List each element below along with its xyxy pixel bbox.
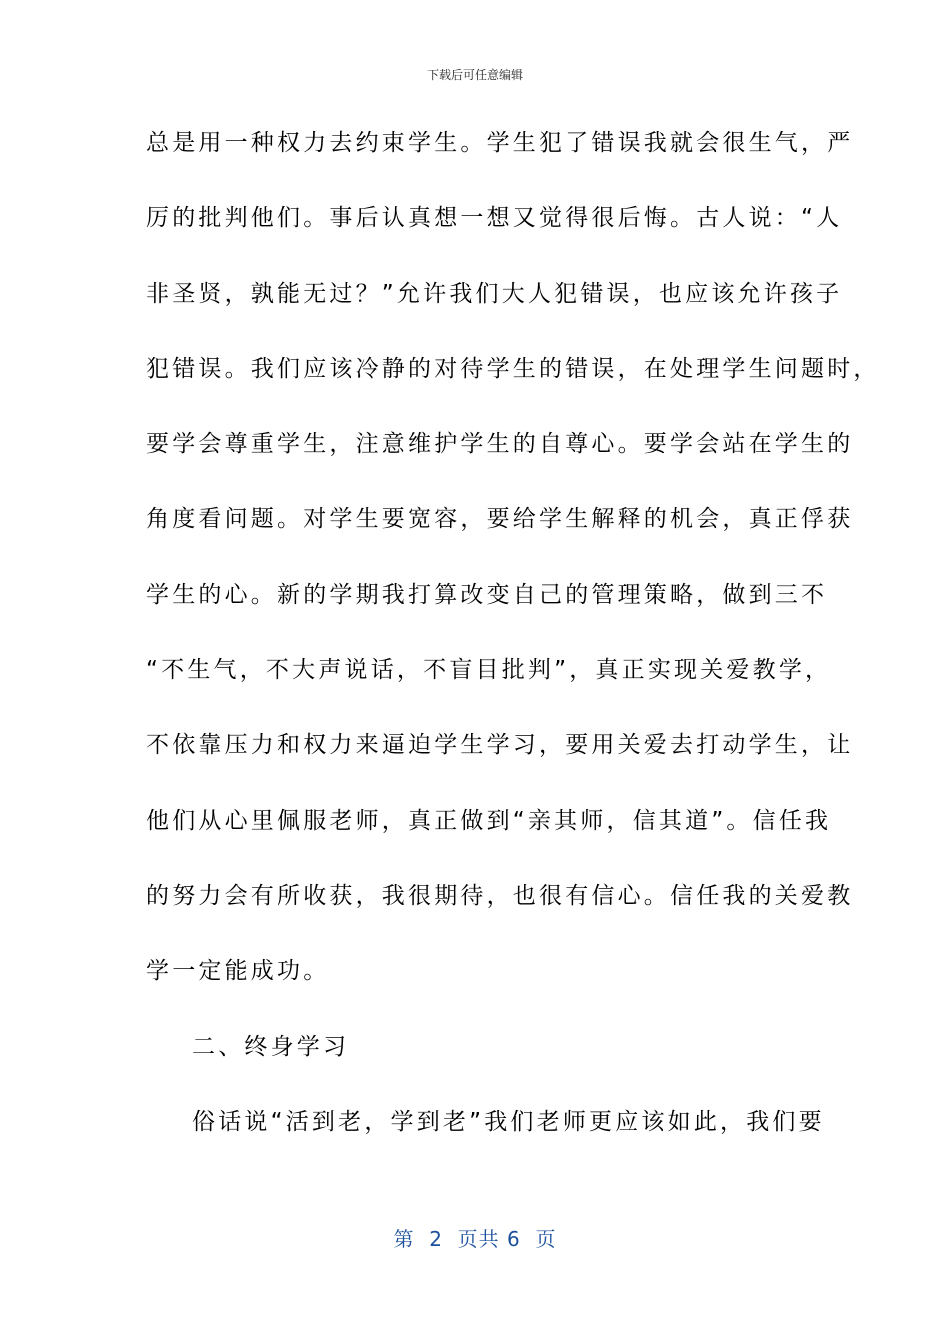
page-footer: 第 2 页共 6 页 (393, 1227, 557, 1251)
body-line: 非圣贤，孰能无过？”允许我们大人犯错误，也应该允许孩子 (146, 280, 843, 307)
body-line: 要学会尊重学生，注意维护学生的自尊心。要学会站在学生的 (146, 431, 854, 458)
body-line: 的努力会有所收获，我很期待，也很有信心。信任我的关爱教 (146, 882, 854, 909)
section-heading: 二、终身学习 (192, 1033, 350, 1060)
body-line: 不依靠压力和权力来逼迫学生学习，要用关爱去打动学生，让 (146, 732, 854, 759)
body-line: 学一定能成功。 (146, 958, 330, 985)
body-line: 厉的批判他们。事后认真想一想又觉得很后悔。古人说：“人 (146, 205, 843, 232)
page-header: 下载后可任意编辑 (426, 68, 523, 82)
body-line: 他们从心里佩服老师，真正做到“亲其师，信其道”。信任我 (146, 807, 832, 834)
body-line: 总是用一种权力去约束学生。学生犯了错误我就会很生气，严 (146, 130, 854, 156)
document-body (146, 124, 880, 1178)
body-line: 犯错误。我们应该冷静的对待学生的错误，在处理学生问题时， (146, 355, 880, 382)
body-line: 学生的心。新的学期我打算改变自己的管理策略，做到三不 (146, 581, 828, 608)
body-line: “不生气，不大声说话，不盲目批判”，真正实现关爱教学， (146, 657, 832, 684)
body-line: 俗话说“活到老，学到老”我们老师更应该如此，我们要 (192, 1108, 825, 1135)
body-line: 角度看问题。对学生要宽容，要给学生解释的机会，真正俘获 (146, 506, 854, 533)
